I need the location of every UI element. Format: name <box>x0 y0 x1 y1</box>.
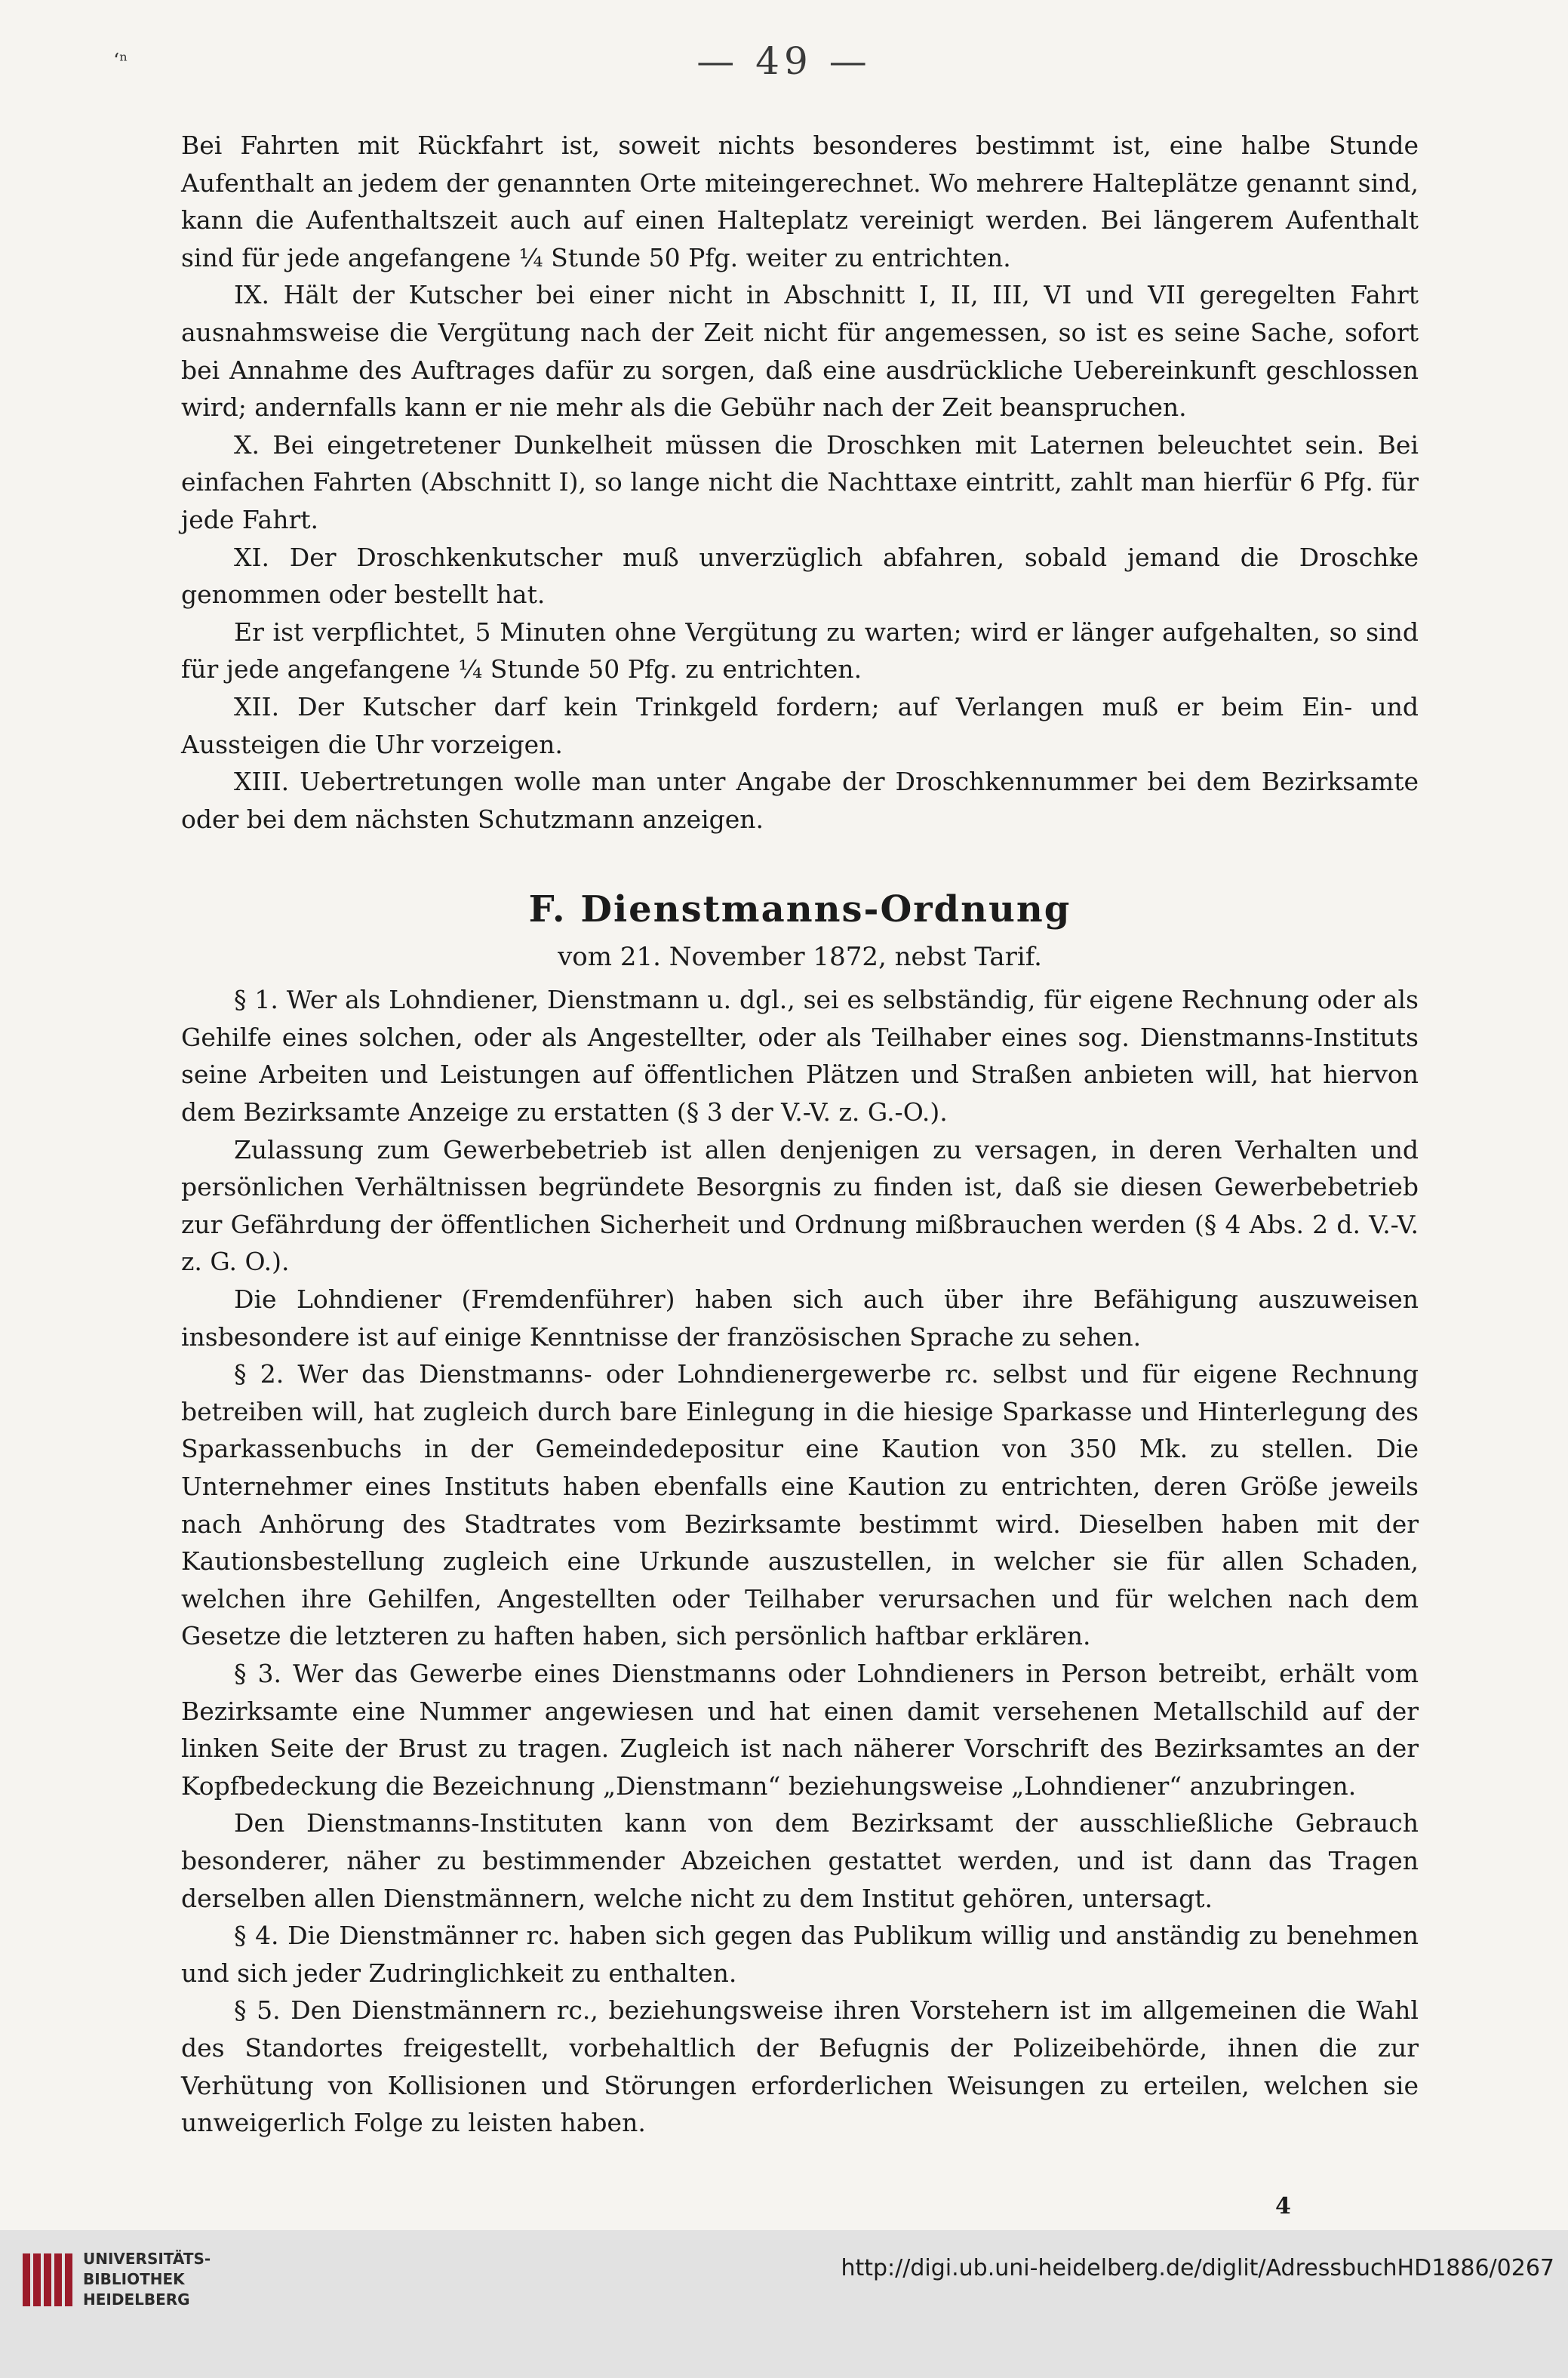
signature-mark: 4 <box>1275 2193 1291 2220</box>
paragraph: § 1. Wer als Lohndiener, Dienstmann u. dgl., sei es selbständig, für eigene Rechnung oder als Gehilfe eines solchen, oder als Angestellter, oder als Teilhaber eines sog. Dienstmanns-Instituts seine Arbeiten und Leistungen auf öffentlichen Plätzen und Straßen anbieten will, hat hiervon dem Bezirksamte Anzeige zu erstatten (§ 3 der V.-V. z. G.-O.). <box>181 985 1419 1127</box>
paragraph: Bei Fahrten mit Rückfahrt ist, soweit nichts besonderes bestimmt ist, eine halbe Stunde Aufenthalt an jedem der genannten Orte miteingerechnet. Wo mehrere Halteplätze genannt sind, kann die Aufenthaltszeit auch auf einen Halteplatz vereinigt werden. Bei längerem Aufenthalt sind für jede angefangene ¼ Stunde 50 Pfg. weiter zu entrichten. <box>181 131 1419 272</box>
section-heading: F. Dienstmanns-Ordnung <box>528 888 1071 931</box>
library-name-line: HEIDELBERG <box>83 2290 190 2309</box>
paragraph: XII. Der Kutscher darf kein Trinkgeld fordern; auf Verlangen muß er beim Ein- und Aussteigen die Uhr vorzeigen. <box>181 691 1419 759</box>
paragraph: IX. Hält der Kutscher bei einer nicht in Abschnitt I, II, III, VI und VII geregelten Fahrt ausnahmsweise die Vergütung nach der Zeit nicht für angemessen, so ist es seine Sache, sofort bei Annahme des Auftrages dafür zu sorgen, daß eine ausdrückliche Uebereinkunft geschlossen wird; andernfalls kann er nie mehr als die Gebühr nach der Zeit beanspruchen. <box>181 280 1419 423</box>
source-url-link[interactable]: http://digi.ub.uni-heidelberg.de/diglit/AdressbuchHD1886/0267 <box>841 2255 1554 2281</box>
paragraph: § 5. Den Dienstmännern rc., beziehungsweise ihren Vorstehern ist im allgemeinen die Wahl des Standortes freigestellt, vorbehaltlich der Befugnis der Polizeibehörde, ihnen die zur Verhütung von Kollisionen und Störungen erforderlichen Weisungen zu erteilen, welchen sie unweigerlich Folge zu leisten haben. <box>181 1995 1419 2138</box>
paragraph: Die Lohndiener (Fremdenführer) haben sich auch über ihre Befähigung auszuweisen insbesondere ist auf einige Kenntnisse der französischen Sprache zu sehen. <box>181 1284 1419 1352</box>
paragraph: XIII. Uebertretungen wolle man unter Angabe der Droschkennummer bei dem Bezirksamte oder bei dem nächsten Schutzmann anzeigen. <box>181 767 1419 834</box>
body-text <box>181 127 1419 2142</box>
section-subheading: vom 21. November 1872, nebst Tarif. <box>558 942 1042 973</box>
paragraph: § 4. Die Dienstmänner rc. haben sich gegen das Publikum willig und anständig zu benehmen und sich jeder Zudringlichkeit zu enthalten. <box>181 1921 1419 1988</box>
paragraph: X. Bei eingetretener Dunkelheit müssen die Droschken mit Laternen beleuchtet sein. Bei einfachen Fahrten (Abschnitt I), so lange nicht die Nachttaxe eintritt, zahlt man hierfür 6 Pfg. für jede Fahrt. <box>181 429 1419 534</box>
library-name <box>83 2249 211 2310</box>
paragraph: XI. Der Droschkenkutscher muß unverzüglich abfahren, sobald jemand die Droschke genommen oder bestellt hat. <box>181 542 1419 610</box>
page-number: — 49 — <box>696 39 872 83</box>
paragraph: Zulassung zum Gewerbebetrieb ist allen denjenigen zu versagen, in deren Verhalten und persönlichen Verhältnissen begründete Besorgnis zu finden ist, daß sie diesen Gewerbebetrieb zur Gefährdung der öffentlichen Sicherheit und Ordnung mißbrauchen werden (§ 4 Abs. 2 d. V.-V. z. G. O.). <box>181 1134 1419 1277</box>
footer-bar <box>0 2230 1568 2378</box>
paragraph: § 3. Wer das Gewerbe eines Dienstmanns oder Lohndieners in Person betreibt, erhält vom Bezirksamte eine Nummer angewiesen und hat einen damit versehenen Metallschild auf der linken Seite der Brust zu tragen. Zugleich ist nach näherer Vorschrift des Bezirksamtes an der Kopfbedeckung die Bezeichnung „Dienstmann“ beziehungsweise „Lohndiener“ anzubringen. <box>181 1658 1419 1801</box>
paragraph: § 2. Wer das Dienstmanns- oder Lohndienergewerbe rc. selbst und für eigene Rechnung betreiben will, hat zugleich durch bare Einlegung in die hiesige Sparkasse und Hinterlegung des Sparkassenbuchs in der Gemeindedepositur eine Kaution von 350 Mk. zu stellen. Die Unternehmer eines Instituts haben ebenfalls eine Kaution zu entrichten, deren Größe jeweils nach Anhörung des Stadtrates vom Bezirksamte bestimmt wird. Dieselben haben mit der Kautionsbestellung zugleich eine Urkunde auszustellen, in welcher sie für allen Schaden, welchen ihre Gehilfen, Angestellten oder Teilhaber verursachen und für welchen nach dem Gesetze die letzteren zu haften haben, sich persönlich haftbar erklären. <box>181 1359 1419 1651</box>
library-name-line: UNIVERSITÄTS- <box>83 2250 211 2268</box>
paragraph: Er ist verpflichtet, 5 Minuten ohne Vergütung zu warten; wird er länger aufgehalten, so sind für jede angefangene ¼ Stunde 50 Pfg. zu entrichten. <box>181 617 1419 684</box>
paragraph: Den Dienstmanns-Instituten kann von dem Bezirksamt der ausschließliche Gebrauch besonderer, näher zu bestimmender Abzeichen gestattet werden, und ist dann das Tragen derselben allen Dienstmännern, welche nicht zu dem Institut gehören, untersagt. <box>181 1808 1419 1913</box>
corner-mark: ‘ⁿ <box>113 50 128 72</box>
library-name-line: BIBLIOTHEK <box>83 2270 185 2288</box>
